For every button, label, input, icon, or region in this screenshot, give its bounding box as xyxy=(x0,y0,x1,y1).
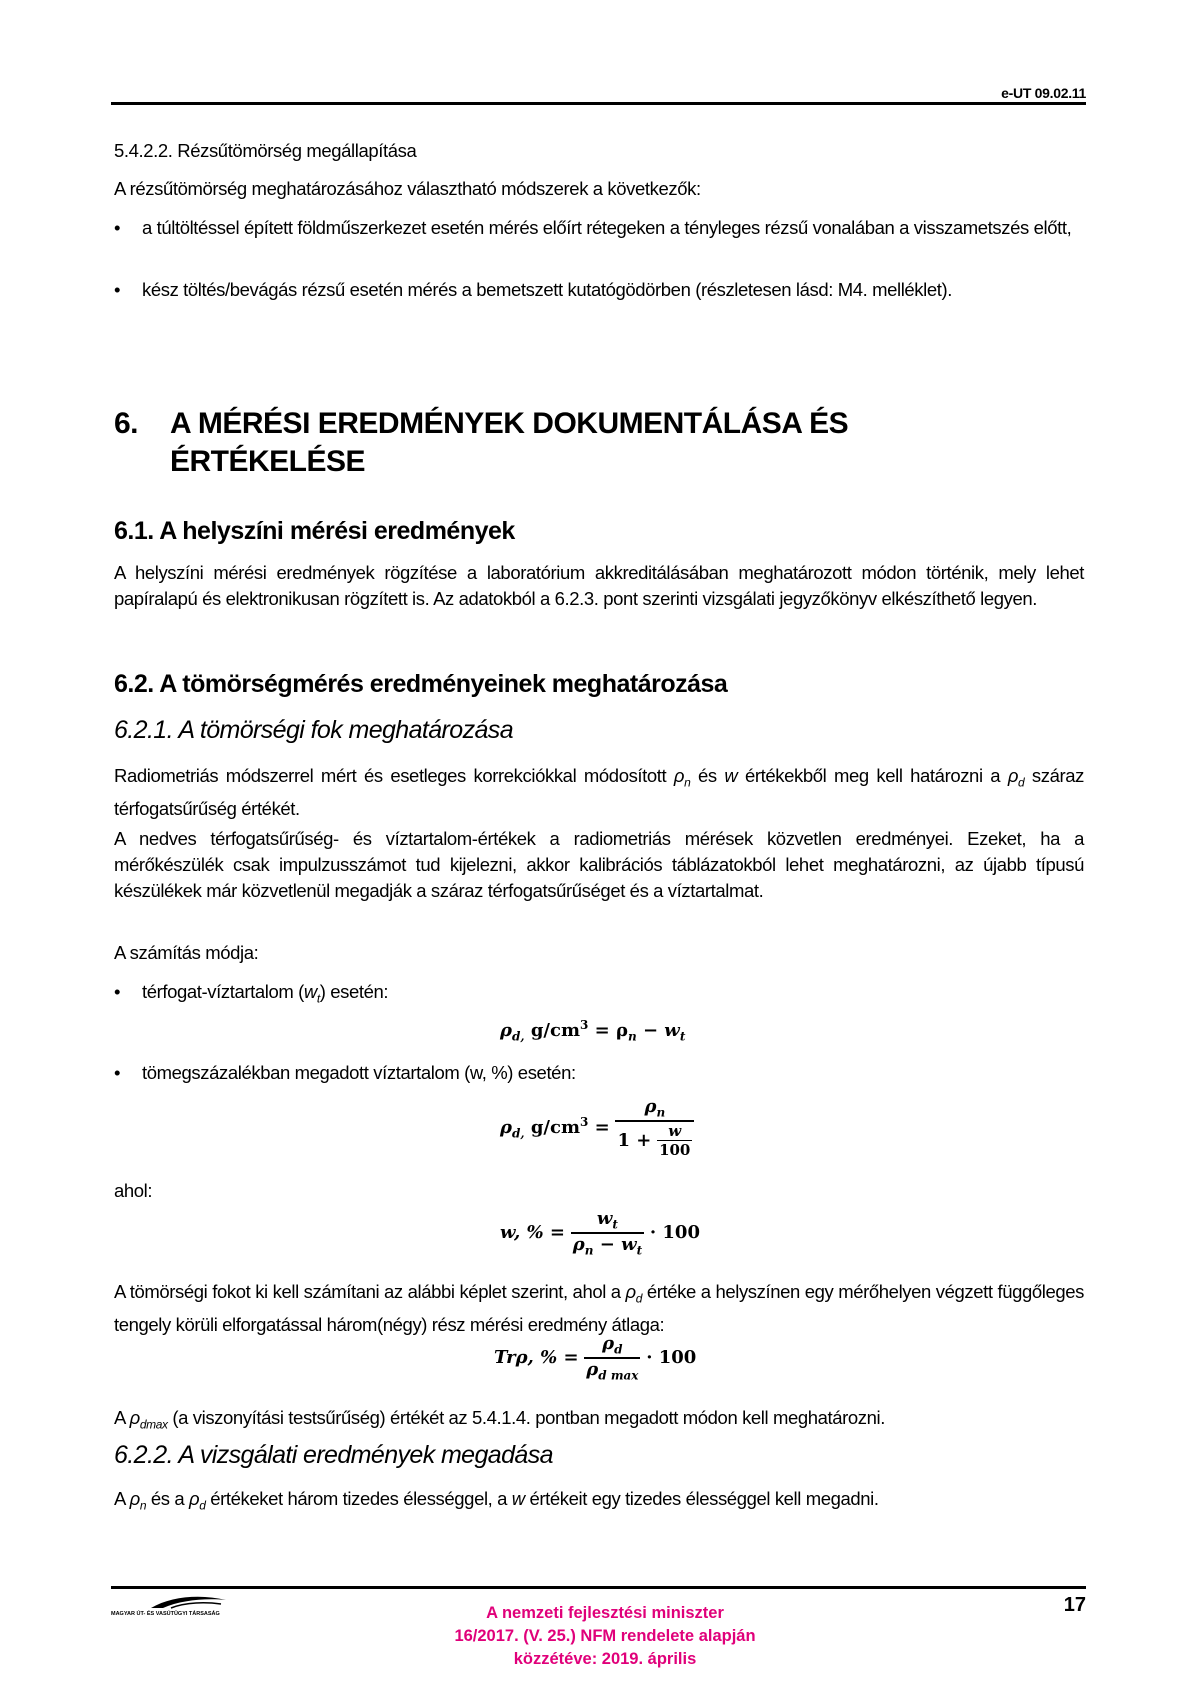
page-number: 17 xyxy=(1063,1594,1086,1616)
publication-note-line: 16/2017. (V. 25.) NFM rendelete alapján xyxy=(454,1627,756,1645)
chapter-title: A MÉRÉSI EREDMÉNYEK DOKUMENTÁLÁSA ÉS ÉRTÉKELÉSE xyxy=(170,407,849,478)
bullet-icon: • xyxy=(114,1062,121,1083)
publication-note xyxy=(380,1602,830,1671)
paragraph-6-1: A helyszíni mérési eredmények rögzítése a laboratórium akkreditálásában meghatározott módon történik, mely lehet papíralapú és elektronikusan rögzített is. Az adatokból a 6.2.3. pont szerinti vizsgálati jegyzőkönyv elkészíthető legyen. xyxy=(114,562,1084,609)
organization-logo xyxy=(111,1594,261,1620)
paragraph-results-precision: A $\rho_n$ és a $\rho_d$ értékeket három tizedes élességgel, a w értékeit egy tizedes élességgel kell megadni. xyxy=(114,1488,879,1513)
header-rule xyxy=(111,102,1086,105)
paragraph-6-2-1-a: Radiometriás módszerrel mért és esetleges korrekciókkal módosított $\rho_n$ és w értékekből meg kell határozni a $\rho_d$ száraz térfogatsűrűség értékét. xyxy=(114,765,1085,819)
publication-note-line: közzétéve: 2019. április xyxy=(513,1650,697,1668)
section-heading-6-2: 6.2. A tömörségmérés eredményeinek meghatározása xyxy=(114,670,728,698)
paragraph-reference-density: A $\rho_{dmax}$ (a viszonyítási testsűrűség) értékét az 5.4.1.4. pontban megadott módon kell meghatározni. xyxy=(114,1407,886,1432)
section-heading-6-1: 6.1. A helyszíni mérési eredmények xyxy=(114,517,515,545)
paragraph-where: ahol: xyxy=(114,1180,153,1201)
logo-swoosh-icon xyxy=(111,1594,261,1620)
paragraph-calc-method: A számítás módja: xyxy=(114,942,259,963)
document-id: e-UT 09.02.11 xyxy=(1001,85,1086,101)
subsection-heading-5-4-2-2: 5.4.2.2. Rézsűtömörség megállapítása xyxy=(114,140,417,161)
footer-rule xyxy=(111,1586,1086,1589)
chapter-heading xyxy=(114,405,1014,481)
paragraph-intro: A rézsűtömörség meghatározásához választható módszerek a következők: xyxy=(114,178,701,199)
equation-moisture-content: w, % = $\frac{w_t}{\rho_n - w_t}$ · 100 xyxy=(500,1208,700,1258)
svg-text:MAGYAR ÚT- ÉS VASÚTÜGYI TÁRSAS: MAGYAR ÚT- ÉS VASÚTÜGYI TÁRSASÁG xyxy=(111,1611,220,1617)
paragraph-6-2-1-b: A nedves térfogatsűrűség- és víztartalom-értékek a radiometriás mérések közvetlen eredményei. Ezeket, ha a mérőkészülék csak impulzusszámot tud kijelezni, akkor kalibrációs táblázatokból lehet meghatározni, az újabb típusú készülékek már közvetlenül megadják a száraz térfogatsűrűséget és a víztartalmat. xyxy=(114,828,1084,901)
subsection-heading-6-2-1: 6.2.1. A tömörségi fok meghatározása xyxy=(114,716,513,744)
list-item: • tömegszázalékban megadott víztartalom (w, %) esetén: xyxy=(114,1060,1084,1086)
list-item: • a túltöltéssel épített földműszerkezet esetén mérés előírt rétegeken a tényleges rézsű vonalában a visszametszés előtt, xyxy=(114,215,1084,241)
paragraph-compaction-degree: A tömörségi fokot ki kell számítani az alábbi képlet szerint, ahol a $\rho_d$ értéke a helyszínen egy mérőhelyen végzett függőleges tengely körüli elforgatással három(négy) rész mérési eredmény átlaga: xyxy=(114,1281,1084,1335)
publication-note-line: A nemzeti fejlesztési miniszter xyxy=(486,1604,724,1622)
equation-compaction-ratio: Trρ, % = $\frac{\rho_d}{\rho_{d max}}$ · 100 xyxy=(494,1333,697,1383)
subsection-heading-6-2-2: 6.2.2. A vizsgálati eredmények megadása xyxy=(114,1441,553,1469)
list-item: • térfogat-víztartalom $(w_t)$ esetén: xyxy=(114,981,389,1006)
bullet-icon: • xyxy=(114,217,121,238)
equation-dry-density-mass: $\rho_{d,}$ $g/cm^3$ = $\rho_n$ 1 + $\frac{w}{100}$ xyxy=(500,1096,694,1159)
bullet-icon: • xyxy=(114,981,121,1002)
equation-dry-density-volumetric: $\rho_{d,}$ $g/cm^3 = \rho_n - w_t$ xyxy=(500,1018,686,1044)
bullet-icon: • xyxy=(114,279,121,300)
chapter-number: 6. xyxy=(114,407,139,440)
list-item: • kész töltés/bevágás rézsű esetén mérés a bemetszett kutatógödörben (részletesen lásd: M4. melléklet). xyxy=(114,277,1084,303)
